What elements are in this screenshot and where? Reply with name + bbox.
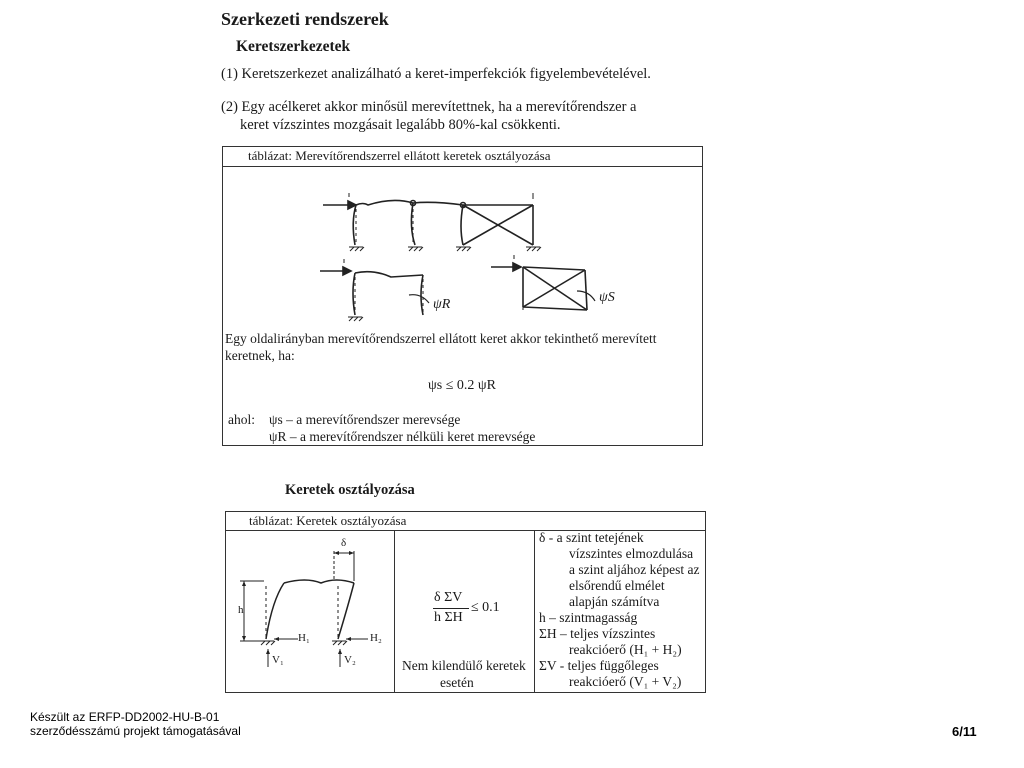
definition-line: δ - a szint tetejének [539, 530, 644, 545]
psi-s-label: ψS [599, 290, 615, 305]
h1-label: H₁ [298, 632, 310, 644]
condition-line-1: Nem kilendülő keretek [402, 658, 526, 673]
column-divider [394, 531, 395, 692]
definition-line: a szint aljához képest az [569, 562, 700, 577]
h-label: h [238, 604, 244, 616]
formula-numerator: δ ΣV [434, 590, 463, 605]
table-caption: táblázat: Keretek osztályozása [226, 512, 705, 531]
braced-frame-figure [223, 167, 702, 337]
stiffness-formula: ψs ≤ 0.2 ψR [428, 378, 496, 393]
definition-psi-s: ψs – a merevítőrendszer merevsége [269, 412, 461, 427]
where-label: ahol: [228, 412, 255, 427]
definition-line: alapján számítva [569, 594, 660, 609]
h2-label: H₂ [370, 632, 382, 644]
formula-denominator: h ΣH [434, 610, 463, 625]
v2-label: V₂ [344, 654, 356, 666]
table-braced-frames [222, 146, 703, 446]
delta-label: δ [341, 537, 347, 549]
definition-line: reakcióerő (H₁ + H₂) [569, 642, 682, 657]
paragraph-2-line-1: (2) Egy acélkeret akkor minősül merevítettnek, ha a merevítőrendszer a [221, 99, 637, 115]
psi-r-label: ψR [433, 297, 451, 312]
page-number: 6/11 [952, 724, 977, 739]
formula-fraction-line [433, 608, 469, 609]
section-title-frame-classification: Keretek osztályozása [285, 482, 415, 498]
condition-line-2: esetén [440, 675, 474, 690]
v1-label: V₁ [272, 654, 284, 666]
definition-psi-r: ψR – a merevítőrendszer nélküli keret merevsége [269, 429, 536, 444]
paragraph-1: (1) Keretszerkezet analizálható a keret-imperfekciók figyelembevételével. [221, 66, 651, 82]
definition-line: elsőrendű elmélet [569, 578, 665, 593]
definition-line: vízszintes elmozdulása [569, 546, 694, 561]
footer-line-2: szerződésszámú projekt támogatásával [30, 724, 241, 738]
footer-line-1: Készült az ERFP-DD2002-HU-B-01 [30, 710, 220, 724]
sway-frame-figure [226, 531, 393, 693]
definition-line: h – szintmagasság [539, 610, 638, 625]
definition-line: reakcióerő (V₁ + V₂) [569, 674, 682, 689]
section-subtitle: Keretszerkezetek [236, 38, 351, 55]
formula-rhs: ≤ 0.1 [471, 600, 500, 615]
definition-line: ΣH – teljes vízszintes [539, 626, 656, 641]
column-divider [534, 531, 535, 692]
paragraph-2-line-2: keret vízszintes mozgásait legalább 80%-kal csökkenti. [240, 117, 561, 133]
table-frame-classification [225, 511, 706, 693]
condition-text-line-1: Egy oldalirányban merevítőrendszerrel ellátott keret akkor tekinthető merevített [225, 331, 657, 346]
page-title: Szerkezeti rendszerek [221, 9, 389, 29]
condition-text-line-2: keretnek, ha: [225, 348, 295, 363]
table-caption: táblázat: Merevítőrendszerrel ellátott keretek osztályozása [223, 147, 702, 167]
definition-line: ΣV - teljes függőleges [539, 658, 659, 673]
